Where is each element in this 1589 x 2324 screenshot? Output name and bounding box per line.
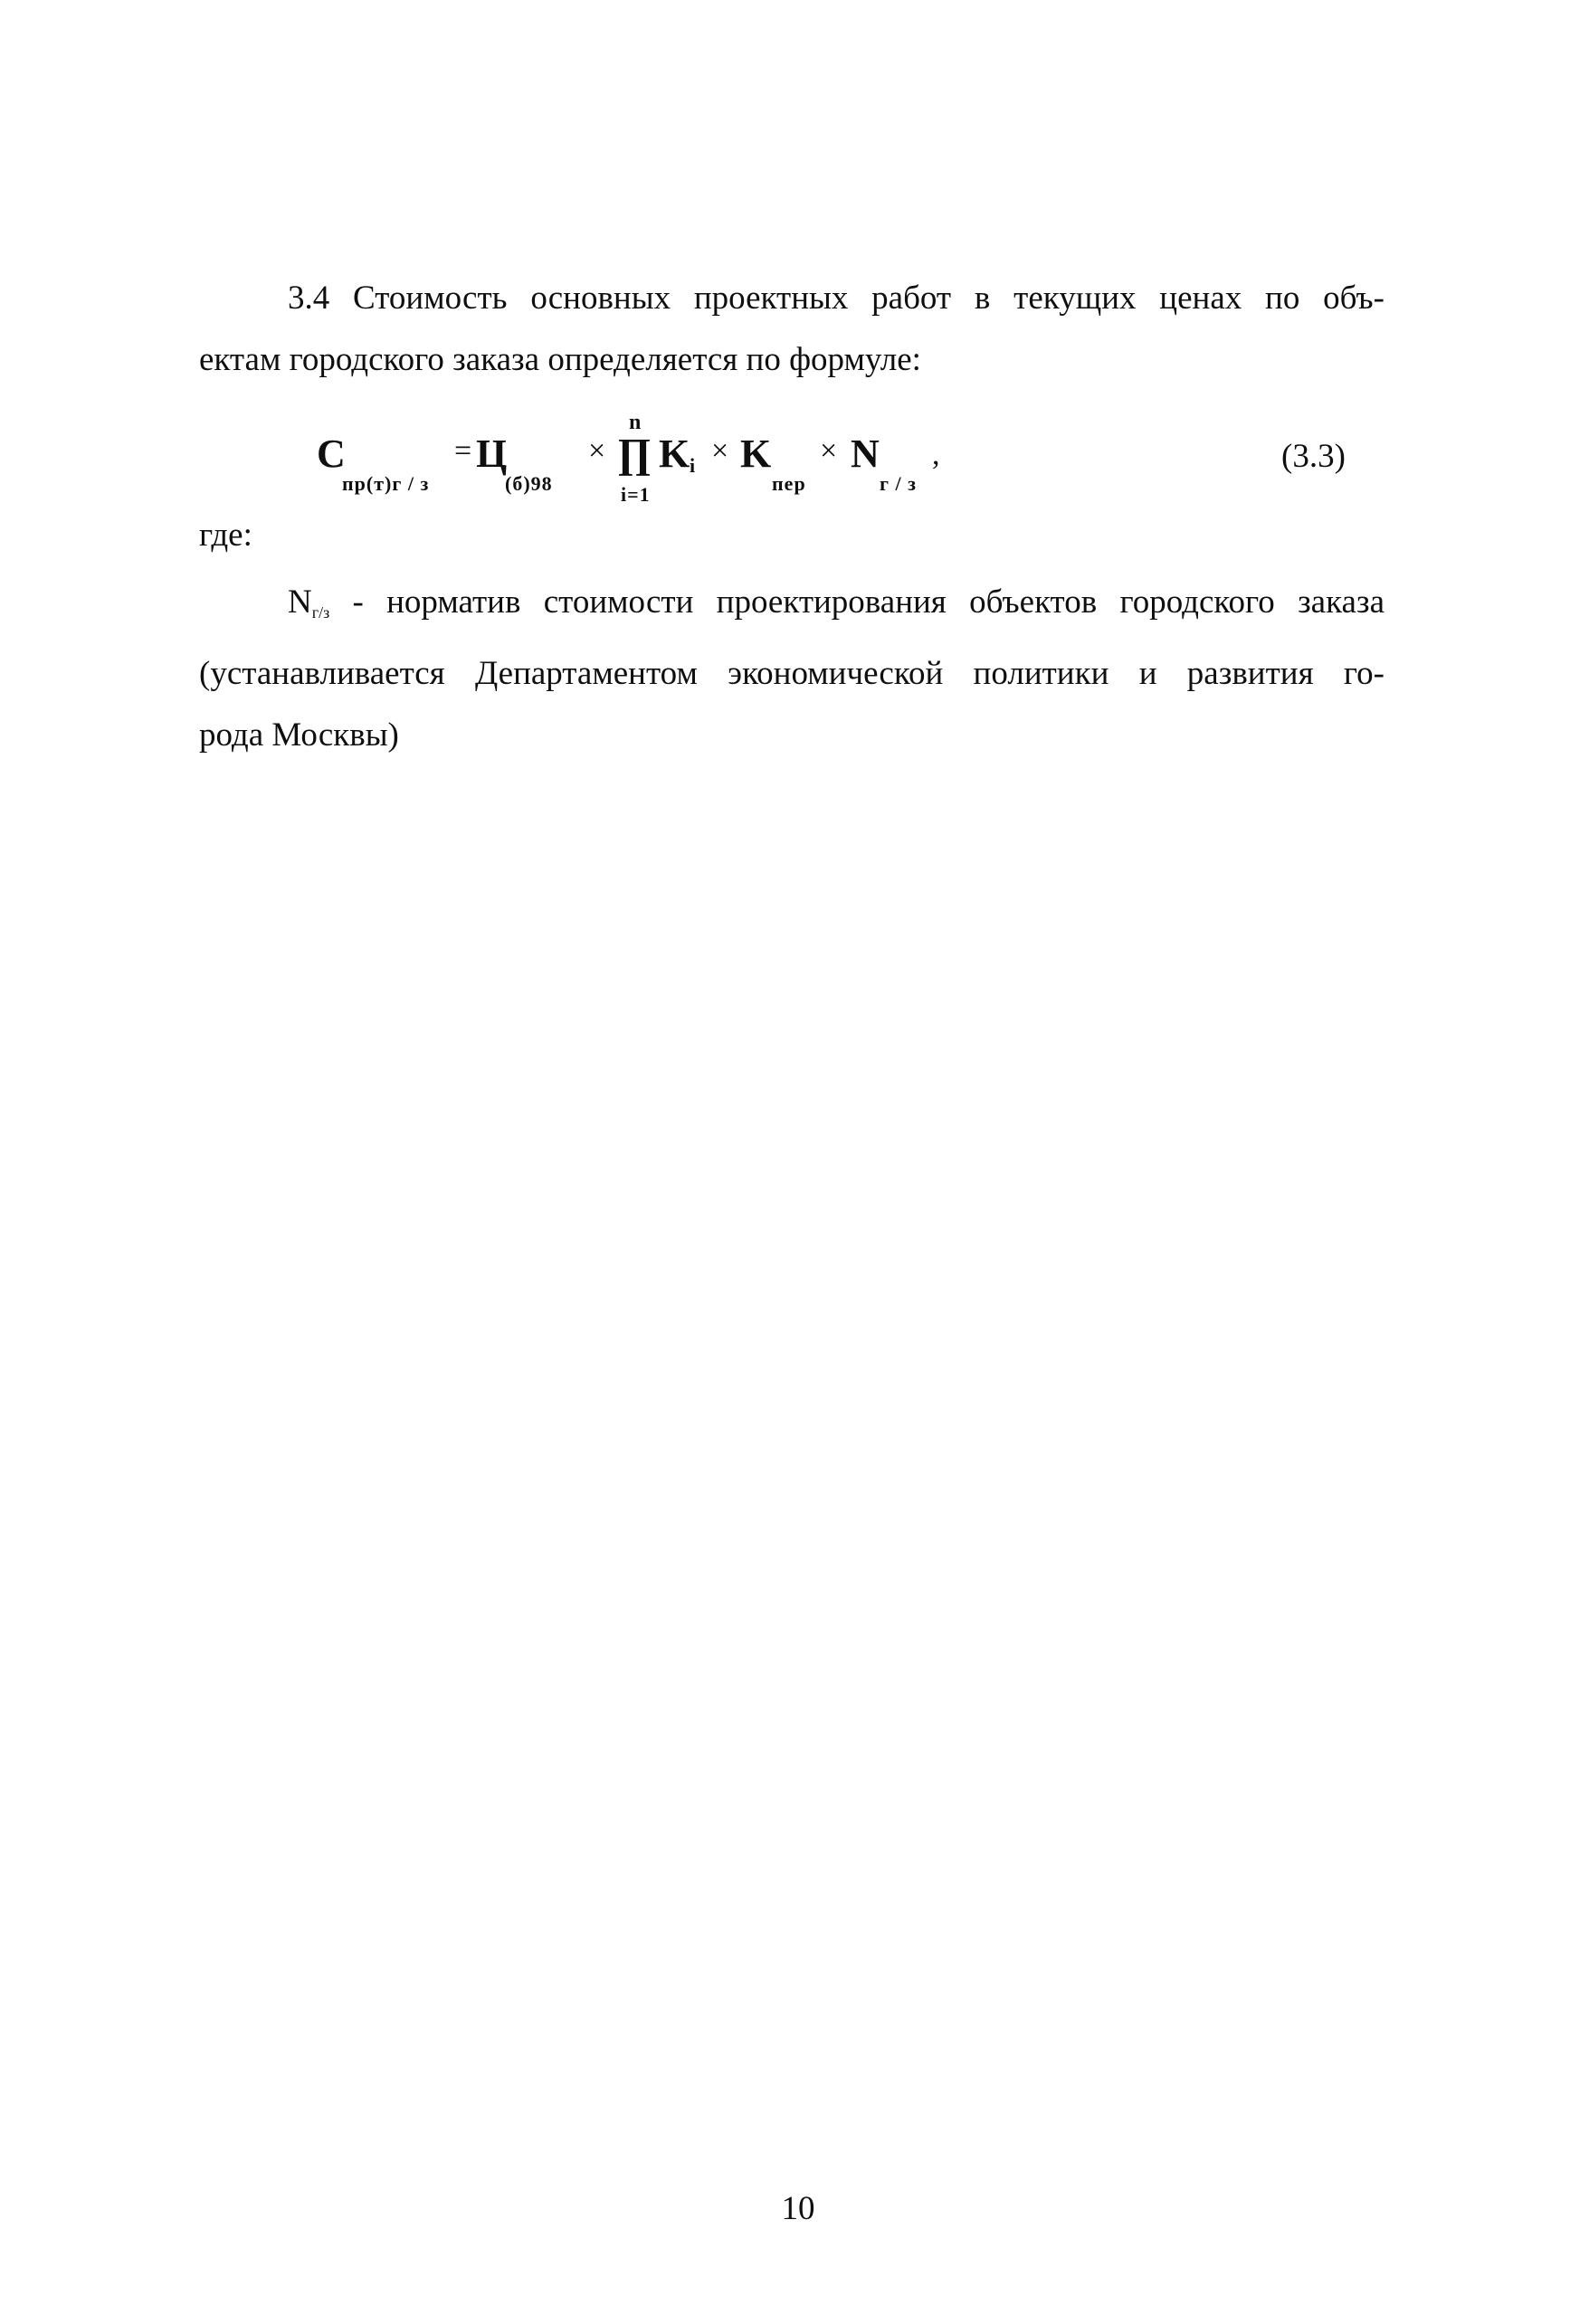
paragraph1-line2: ектам городского заказа определяется по формуле:: [199, 341, 921, 378]
formula-k-i: K: [659, 432, 690, 476]
formula-times-2: ×: [711, 434, 729, 468]
paragraph-normative-definition: [199, 572, 1384, 766]
formula-equals: =: [454, 434, 472, 468]
formula-times-1: ×: [588, 434, 606, 468]
normative-symbol-subscript: г/з: [311, 603, 330, 621]
formula-n-subscript: г / з: [880, 472, 917, 495]
paragraph2-line1: - норматив стоимости проектирования объектов городского заказа: [329, 583, 1384, 621]
formula-k-per-subscript: пер: [772, 472, 806, 495]
formula-comma: ,: [932, 438, 940, 471]
cost-formula: [317, 411, 950, 516]
paragraph1-line1: 3.4 Стоимость основных проектных работ в текущих ценах по объ-: [288, 280, 1384, 317]
formula-k-i-subscript: i: [690, 454, 697, 477]
formula-k-per: K: [740, 432, 772, 476]
formula-c-subscript: пр(т)г / з: [342, 472, 430, 495]
formula-n: N: [851, 432, 880, 476]
paragraph2-line3: рода Москвы): [199, 716, 399, 754]
formula-ts: Ц: [476, 432, 508, 476]
formula-ts-subscript: (б)98: [505, 472, 553, 495]
formula-product-sign: ∏: [617, 430, 652, 476]
formula-times-3: ×: [820, 434, 838, 468]
formula-c: C: [317, 432, 346, 476]
page-number: 10: [781, 2190, 815, 2227]
where-label: где:: [199, 517, 252, 554]
formula-product-upper-limit: n: [629, 411, 642, 434]
formula-product-lower-limit: i=1: [621, 483, 651, 506]
equation-number: (3.3): [1281, 438, 1346, 475]
normative-symbol: N: [288, 583, 312, 621]
paragraph-cost-definition: [199, 268, 1384, 391]
paragraph2-line2: (устанавливается Департаментом экономической политики и развития го-: [199, 655, 1384, 692]
